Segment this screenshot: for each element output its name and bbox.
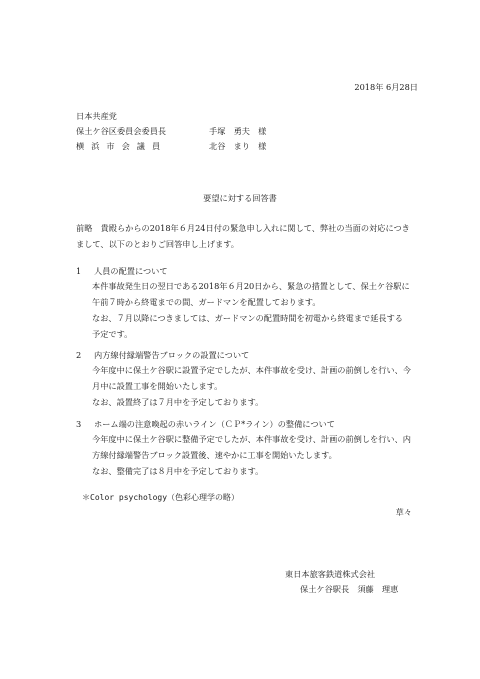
document-title: 要望に対する回答書 [203, 193, 277, 203]
section-3-title: ホーム端の注意喚起の赤いライン（ＣＰ*ライン）の整備について [94, 419, 335, 429]
section-2-number: 2 [76, 350, 82, 360]
section-2-title: 内方線付縁端警告ブロックの設置について [94, 350, 250, 360]
section-3-body [76, 431, 411, 479]
section-1-title: 人員の配置について [94, 266, 168, 276]
section-3-paragraph: 今年度中に保土ケ谷駅に整備予定でしたが、本件事故を受け、計画の前倒しを行い、内方線付縁端警告ブロック設置後、速やかに工事を開始いたします。 [92, 434, 411, 460]
section-3-number: 3 [76, 419, 82, 429]
section-1-number: 1 [76, 266, 82, 276]
section-2-heading [76, 351, 249, 359]
recipient-org-council: 横 浜 市 会 議 員 [76, 141, 163, 151]
recipient-name-tezuka: 手塚 勇夫 様 [209, 126, 267, 136]
section-2-body [76, 362, 411, 410]
recipient-org-committee: 保土ケ谷区委員会委員長 [76, 126, 167, 136]
section-1-body [76, 278, 411, 342]
recipient-name-kitaya: 北谷 まり 様 [209, 141, 267, 151]
letter-date: 2018年 6月28日 [354, 82, 418, 92]
section-3-heading [76, 420, 335, 428]
section-2-paragraph: 今年度中に保土ケ谷駅に設置予定でしたが、本件事故を受け、計画の前倒しを行い、今月中に設置工事を開始いたします。 [92, 365, 411, 391]
section-3-paragraph: なお、整備完了は８月中を予定しております。 [92, 466, 264, 476]
footnote: ＊Color psychology（色彩心理学の略） [82, 493, 240, 502]
section-1-paragraph: 本件事故発生日の翌日である2018年６月20日から、緊急の措置として、保土ケ谷駅に午前７時から終電までの間、ガードマンを配置しております。 [92, 281, 410, 307]
signature-company: 東日本旅客鉄道株式会社 [285, 569, 376, 579]
recipient-party: 日本共産党 [76, 111, 117, 121]
signature-station-master: 保土ケ谷駅長 須藤 理恵 [300, 584, 399, 594]
preamble-text: 前略 貴殿らからの2018年６月24日付の緊急申し入れに関して、弊社の当面の対応につきまして、以下のとおりご回答申し上げます。 [76, 223, 410, 249]
section-1-paragraph: なお、７月以降につきましては、ガードマンの配置時間を初電から終電まで延長する予定です。 [92, 313, 403, 339]
section-1-heading [76, 267, 168, 275]
closing-phrase: 草々 [395, 507, 412, 517]
section-2-paragraph: なお、設置終了は７月中を予定しております。 [92, 397, 264, 407]
preamble-paragraph [76, 220, 411, 252]
